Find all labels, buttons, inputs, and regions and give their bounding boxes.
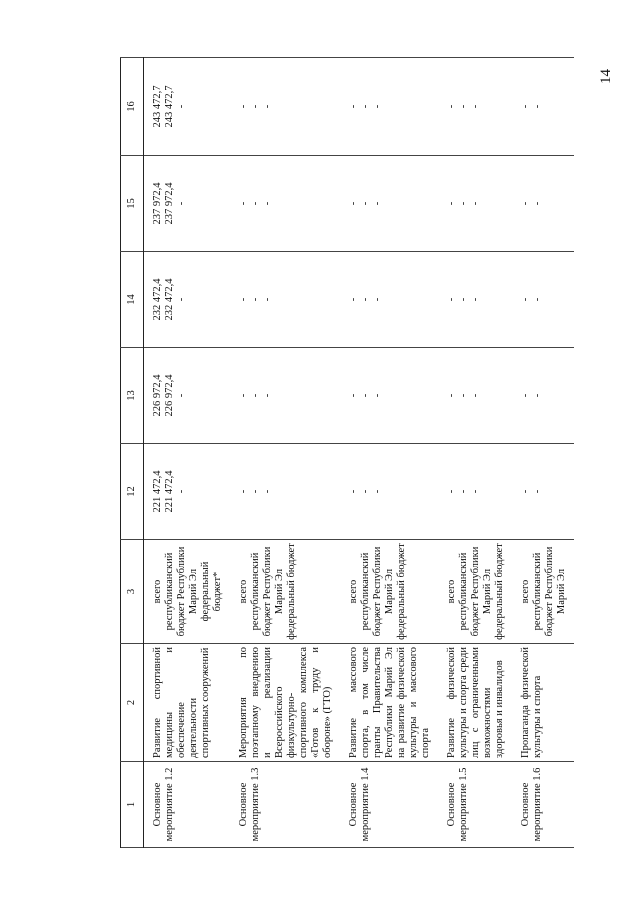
amount-value: - <box>176 489 187 494</box>
budget-sources <box>230 540 340 644</box>
amount-value: - <box>446 489 457 494</box>
year-values <box>144 58 231 156</box>
year-values <box>438 156 512 252</box>
amount-value: - <box>520 297 531 302</box>
header-cell: 14 <box>121 252 144 348</box>
amount-value: - <box>470 201 481 206</box>
amount-value: - <box>446 104 457 109</box>
year-values <box>230 252 340 348</box>
year-values <box>144 444 231 540</box>
amount-value: - <box>520 489 531 494</box>
year-values <box>340 156 438 252</box>
amount-value: - <box>238 393 249 398</box>
year-values <box>512 252 574 348</box>
amount-value: - <box>372 489 383 494</box>
amount-value: - <box>458 489 469 494</box>
amount-value: - <box>360 489 371 494</box>
amount-value: - <box>250 201 261 206</box>
amount-value: - <box>176 297 187 302</box>
amount-value: - <box>532 393 543 398</box>
budget-source: республиканский бюджет Республики Марий Эл <box>164 546 199 637</box>
amount-value: - <box>532 489 543 494</box>
amount-value: 237 972,4 <box>152 182 163 225</box>
activity-name: Мероприятия по поэтапному внедрению и реализации Всероссийского физкультурно-спортивного комплекса «Готов к труду и обороне» (ГТО) <box>230 644 340 762</box>
amount-value: - <box>458 297 469 302</box>
header-row <box>121 58 144 848</box>
amount-value: - <box>238 489 249 494</box>
amount-value: - <box>250 104 261 109</box>
amount-value: 243 472,7 <box>164 85 175 128</box>
year-values <box>340 252 438 348</box>
amount-value: - <box>446 393 457 398</box>
header-cell: 1 <box>121 762 144 848</box>
activity-code: Основное мероприятие 1.2 <box>144 762 231 848</box>
amount-value: 226 972,4 <box>164 374 175 417</box>
header-cell: 13 <box>121 348 144 444</box>
year-values <box>512 444 574 540</box>
amount-value: - <box>446 201 457 206</box>
amount-value: - <box>348 393 359 398</box>
budget-table-sheet <box>120 58 584 848</box>
amount-value: - <box>520 393 531 398</box>
year-values <box>512 58 574 156</box>
amount-value: - <box>348 201 359 206</box>
year-values <box>230 58 340 156</box>
budget-sources <box>438 540 512 644</box>
amount-value: - <box>372 297 383 302</box>
year-values <box>438 252 512 348</box>
budget-source: республиканский бюджет Республики Марий Эл <box>250 546 285 637</box>
budget-source: всего <box>446 579 457 604</box>
year-values <box>438 58 512 156</box>
amount-value: - <box>470 104 481 109</box>
activity-name: Развитие массового спорта, в том числе гранты Правительства Республики Марий Эл на развитие физической культуры и массового спорта <box>340 644 438 762</box>
amount-value: - <box>238 104 249 109</box>
amount-value: - <box>176 104 187 109</box>
amount-value: - <box>348 297 359 302</box>
header-cell: 3 <box>121 540 144 644</box>
budget-source: федеральный бюджет <box>286 543 297 640</box>
amount-value: - <box>262 104 273 109</box>
amount-value: - <box>262 489 273 494</box>
amount-value: 221 472,4 <box>152 470 163 513</box>
budget-source: всего <box>238 579 249 604</box>
budget-source: республиканский бюджет Республики Марий Эл <box>532 546 567 637</box>
table-row <box>230 58 340 848</box>
amount-value: 243 472,7 <box>152 85 163 128</box>
budget-sources <box>340 540 438 644</box>
amount-value: 232 472,4 <box>164 278 175 321</box>
budget-source: федеральный бюджет* <box>200 561 223 622</box>
header-cell: 15 <box>121 156 144 252</box>
amount-value: - <box>470 489 481 494</box>
page-number: 14 <box>598 69 614 84</box>
amount-value: - <box>470 297 481 302</box>
budget-source: республиканский бюджет Республики Марий Эл <box>458 546 493 637</box>
year-values <box>144 252 231 348</box>
amount-value: - <box>360 393 371 398</box>
amount-value: - <box>238 201 249 206</box>
year-values <box>512 156 574 252</box>
amount-value: - <box>262 297 273 302</box>
amount-value: 221 472,4 <box>164 470 175 513</box>
amount-value: - <box>250 297 261 302</box>
amount-value: - <box>372 393 383 398</box>
header-cell: 2 <box>121 644 144 762</box>
amount-value: - <box>520 104 531 109</box>
year-values <box>438 348 512 444</box>
amount-value: - <box>176 393 187 398</box>
amount-value: - <box>446 297 457 302</box>
amount-value: - <box>262 393 273 398</box>
activity-code: Основное мероприятие 1.3 <box>230 762 340 848</box>
activity-name: Развитие физической культуры и спорта среди лиц с ограниченными возможностями здоровья и инвалидов <box>438 644 512 762</box>
budget-source: федеральный бюджет <box>396 543 407 640</box>
header-cell: 16 <box>121 58 144 156</box>
amount-value: - <box>520 201 531 206</box>
activity-code: Основное мероприятие 1.4 <box>340 762 438 848</box>
budget-table <box>120 57 574 848</box>
amount-value: - <box>458 201 469 206</box>
activity-code: Основное мероприятие 1.6 <box>512 762 574 848</box>
budget-source: федеральный бюджет <box>494 543 505 640</box>
table-body <box>144 58 575 848</box>
amount-value: - <box>348 489 359 494</box>
year-values <box>438 444 512 540</box>
year-values <box>340 444 438 540</box>
budget-sources <box>512 540 574 644</box>
budget-sources <box>144 540 231 644</box>
amount-value: - <box>458 393 469 398</box>
amount-value: - <box>532 201 543 206</box>
amount-value: - <box>372 104 383 109</box>
amount-value: - <box>250 393 261 398</box>
amount-value: 226 972,4 <box>152 374 163 417</box>
year-values <box>230 156 340 252</box>
table-row <box>438 58 512 848</box>
budget-source: республиканский бюджет Республики Марий Эл <box>360 546 395 637</box>
amount-value: - <box>360 297 371 302</box>
year-values <box>230 348 340 444</box>
budget-source: всего <box>348 579 359 604</box>
amount-value: - <box>250 489 261 494</box>
amount-value: - <box>532 297 543 302</box>
budget-source: всего <box>520 579 531 604</box>
amount-value: - <box>348 104 359 109</box>
amount-value: - <box>470 393 481 398</box>
amount-value: 237 972,4 <box>164 182 175 225</box>
activity-code: Основное мероприятие 1.5 <box>438 762 512 848</box>
table-row <box>144 58 231 848</box>
amount-value: - <box>360 201 371 206</box>
year-values <box>144 348 231 444</box>
amount-value: - <box>262 201 273 206</box>
amount-value: - <box>458 104 469 109</box>
amount-value: - <box>238 297 249 302</box>
year-values <box>340 348 438 444</box>
activity-name: Пропаганда физической культуры и спорта <box>512 644 574 762</box>
amount-value: - <box>532 104 543 109</box>
year-values <box>340 58 438 156</box>
year-values <box>230 444 340 540</box>
amount-value: - <box>372 201 383 206</box>
year-values <box>144 156 231 252</box>
header-cell: 12 <box>121 444 144 540</box>
activity-name: Развитие спортивной медицины и обеспечение деятельности спортивных сооружений <box>144 644 231 762</box>
amount-value: - <box>360 104 371 109</box>
table-row <box>512 58 574 848</box>
table-row <box>340 58 438 848</box>
amount-value: 232 472,4 <box>152 278 163 321</box>
budget-source: всего <box>152 579 163 604</box>
amount-value: - <box>176 201 187 206</box>
year-values <box>512 348 574 444</box>
